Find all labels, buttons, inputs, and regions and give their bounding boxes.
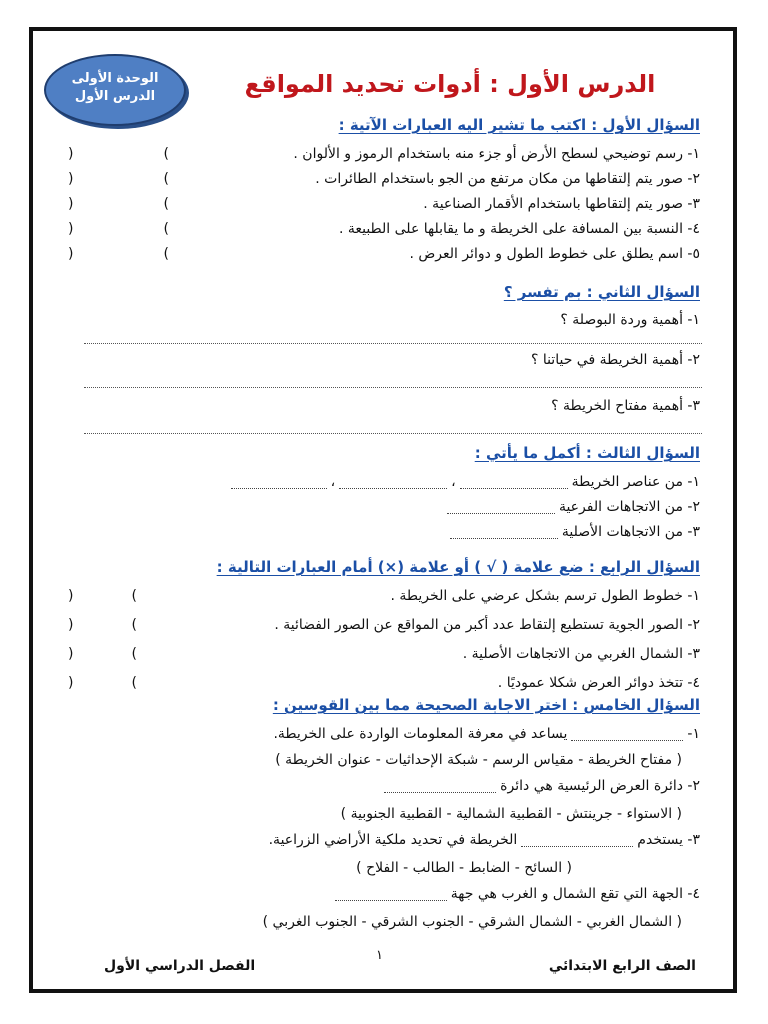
q2-item — [68, 352, 700, 368]
q4-item-text: ١- خطوط الطول ترسم بشكل عرضي على الخريطة . — [390, 588, 700, 604]
q5-item-text: ٢- دائرة العرض الرئيسية هي دائرة — [500, 778, 700, 794]
choices-text: ( مفتاح الخريطة - مقياس الرسم - شبكة الإحداثيات - عنوان الخريطة ) — [275, 752, 682, 768]
choices-text: ( الشمال الغربي - الشمال الشرقي - الجنوب الشرقي - الجنوب الغربي ) — [262, 914, 682, 930]
q1-heading: السؤال الأول : اكتب ما تشير اليه العبارات الآتية : — [338, 116, 700, 134]
answer-parentheses[interactable] — [68, 617, 137, 633]
q1-item-text: ١- رسم توضيحي لسطح الأرض أو جزء منه باستخدام الرموز و الألوان . — [293, 146, 700, 162]
answer-parentheses[interactable] — [68, 646, 137, 662]
q5-item — [68, 886, 700, 902]
q1-item-text: ٤- النسبة بين المسافة على الخريطة و ما يقابلها على الطبيعة . — [338, 221, 700, 237]
q1-item-text: ٣- صور يتم إلتقاطها باستخدام الأقمار الصناعية . — [423, 196, 700, 212]
q1-item — [68, 246, 700, 262]
comma: ، — [451, 474, 456, 490]
q1-item — [68, 196, 700, 212]
q5-choices — [68, 914, 682, 930]
q5-item-text: ١- — [687, 726, 700, 742]
paren-close: ) — [68, 646, 74, 662]
blank[interactable] — [521, 834, 633, 847]
paren-close: ) — [68, 171, 74, 187]
q5-choices — [68, 752, 682, 768]
answer-line[interactable] — [84, 342, 702, 344]
q4-item — [68, 588, 700, 604]
blank[interactable] — [460, 476, 568, 489]
paren-open: ( — [131, 646, 137, 662]
paren-close: ) — [68, 675, 74, 691]
comma: ، — [330, 474, 336, 490]
q3-item — [68, 474, 700, 490]
blank[interactable] — [571, 728, 683, 741]
page-number: ١ — [376, 948, 383, 963]
blank[interactable] — [450, 526, 558, 539]
q3-item — [68, 499, 700, 515]
paren-open: ( — [163, 196, 169, 212]
q1-item — [68, 171, 700, 187]
paren-open: ( — [163, 146, 169, 162]
footer-grade: الصف الرابع الابتدائي — [548, 958, 696, 974]
q1-item-text: ٥- اسم يطلق على خطوط الطول و دوائر العرض . — [409, 246, 700, 262]
q4-item — [68, 646, 700, 662]
q1-item-text: ٢- صور يتم إلتقاطها من مكان مرتفع من الجو باستخدام الطائرات . — [315, 171, 700, 187]
q5-choices — [68, 806, 682, 822]
paren-close: ) — [68, 617, 74, 633]
q3-item-text: ٣- من الاتجاهات الأصلية — [561, 524, 700, 540]
blank[interactable] — [335, 888, 447, 901]
q4-item-text: ٤- تتخذ دوائر العرض شكلا عموديًا . — [497, 675, 700, 691]
answer-parentheses[interactable] — [68, 588, 137, 604]
choices-text: ( السائح - الضابط - الطالب - الفلاح ) — [356, 860, 572, 876]
answer-parentheses[interactable] — [68, 171, 169, 187]
answer-parentheses[interactable] — [68, 675, 137, 691]
q5-item-text: يساعد في معرفة المعلومات الواردة على الخريطة. — [273, 726, 568, 742]
page-title: الدرس الأول : أدوات تحديد المواقع — [244, 70, 656, 98]
q3-item-text: ٢- من الاتجاهات الفرعية — [558, 499, 700, 515]
q5-item-text: الخريطة في تحديد ملكية الأراضي الزراعية. — [268, 832, 518, 848]
q5-item-text: ٤- الجهة التي تقع الشمال و الغرب هي جهة — [450, 886, 700, 902]
paren-open: ( — [163, 171, 169, 187]
answer-parentheses[interactable] — [68, 146, 169, 162]
q5-heading: السؤال الخامس : اختر الاجابة الصحيحة مما بين القوسين : — [272, 696, 700, 714]
paren-open: ( — [163, 246, 169, 262]
q1-item — [68, 146, 700, 162]
q5-choices — [68, 860, 572, 876]
q4-item — [68, 617, 700, 633]
q2-item — [68, 398, 700, 414]
paren-open: ( — [131, 617, 137, 633]
q4-heading: السؤال الرابع : ضع علامة ( √ ) أو علامة (×) أمام العبارات التالية : — [216, 558, 700, 576]
q2-item — [68, 312, 700, 328]
q2-item-text: ٣- أهمية مفتاح الخريطة ؟ — [551, 398, 700, 414]
q2-item-text: ١- أهمية وردة البوصلة ؟ — [560, 312, 700, 328]
unit-label: الوحدة الأولى — [71, 71, 159, 86]
paren-open: ( — [131, 588, 137, 604]
q5-item — [68, 832, 700, 848]
answer-parentheses[interactable] — [68, 196, 169, 212]
q3-item-text: ١- من عناصر الخريطة — [571, 474, 700, 490]
q4-item — [68, 675, 700, 691]
blank[interactable] — [231, 476, 327, 489]
q4-item-text: ٢- الصور الجوية تستطيع إلتقاط عدد أكبر من المواقع عن الصور الفضائية . — [274, 617, 700, 633]
q3-item — [68, 524, 700, 540]
q2-item-text: ٢- أهمية الخريطة في حياتنا ؟ — [530, 352, 700, 368]
blank[interactable] — [447, 501, 555, 514]
q1-item — [68, 221, 700, 237]
answer-line[interactable] — [84, 432, 702, 434]
blank[interactable] — [339, 476, 447, 489]
paren-close: ) — [68, 246, 74, 262]
q5-item — [68, 726, 700, 742]
paren-close: ) — [68, 196, 74, 212]
paren-close: ) — [68, 588, 74, 604]
q5-item — [68, 778, 700, 794]
lesson-label: الدرس الأول — [74, 89, 156, 104]
answer-parentheses[interactable] — [68, 246, 169, 262]
choices-text: ( الاستواء - جرينتش - القطبية الشمالية - القطبية الجنوبية ) — [340, 806, 682, 822]
q2-heading: السؤال الثاني : بم تفسر ؟ — [503, 283, 700, 301]
answer-line[interactable] — [84, 386, 702, 388]
footer-term: الفصل الدراسي الأول — [104, 958, 256, 974]
q4-item-text: ٣- الشمال الغربي من الاتجاهات الأصلية . — [462, 646, 700, 662]
q3-heading: السؤال الثالث : أكمل ما يأتي : — [474, 444, 700, 462]
q5-item-text: ٣- يستخدم — [637, 832, 700, 848]
paren-close: ) — [68, 146, 74, 162]
paren-close: ) — [68, 221, 74, 237]
blank[interactable] — [384, 780, 496, 793]
paren-open: ( — [163, 221, 169, 237]
paren-open: ( — [131, 675, 137, 691]
answer-parentheses[interactable] — [68, 221, 169, 237]
